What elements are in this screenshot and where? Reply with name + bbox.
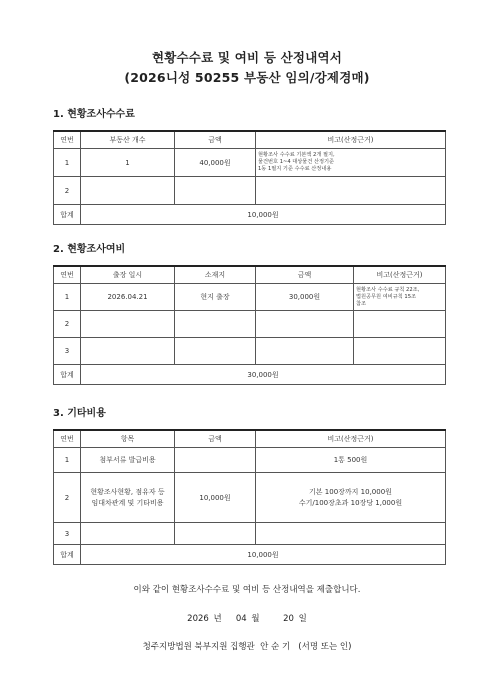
signature-line: 청주지방법원 북부지원 집행관 안 순 기 (서명 또는 인) (142, 642, 352, 652)
header-cell: 금액 (256, 266, 354, 284)
date-year: 2026 (187, 614, 209, 624)
note-cell: 현황조사 수수료 규칙 22조, 법원공무원 여비규칙 15조 참조 (354, 284, 446, 311)
section2-table (53, 265, 446, 385)
row-number: 1 (54, 448, 81, 473)
total-label: 합계 (54, 365, 81, 385)
total-value: 10,000원 (81, 205, 446, 225)
header-cell: 항목 (81, 430, 175, 448)
header-cell: 금액 (175, 131, 256, 149)
amount-cell (175, 523, 256, 545)
amount-cell (256, 338, 354, 365)
location-cell (175, 311, 256, 338)
header-cell: 소재지 (175, 266, 256, 284)
amount-cell (175, 177, 256, 205)
note-cell: 현황조사 수수료 기본액 2개 필지, 물건번호 1~4 대상물건 산정기준 1동 1필지 기준 수수료 산정내용 (256, 149, 446, 177)
section3-table (53, 429, 446, 565)
header-cell: 비고(산정근거) (256, 131, 446, 149)
section1-table (53, 130, 446, 225)
note-cell (354, 311, 446, 338)
location-cell: 현지 출장 (175, 284, 256, 311)
table-header-row (54, 266, 446, 284)
date-month-unit: 월 (251, 614, 260, 624)
total-row (54, 545, 446, 565)
header-cell: 출장 일시 (81, 266, 175, 284)
amount-cell: 30,000원 (256, 284, 354, 311)
row-number: 2 (54, 177, 81, 205)
header-cell: 비고(산정근거) (256, 430, 446, 448)
item-cell (81, 523, 175, 545)
amount-cell (175, 448, 256, 473)
table-header-row (54, 131, 446, 149)
total-value: 10,000원 (81, 545, 446, 565)
document-subtitle: (2026니성 50255 부동산 임의/강제경매) (124, 70, 370, 85)
table-row (54, 311, 446, 338)
row-number: 1 (54, 284, 81, 311)
table-row (54, 338, 446, 365)
trip-date: 2026.04.21 (81, 284, 175, 311)
row-number: 1 (54, 149, 81, 177)
location-cell (175, 338, 256, 365)
total-row (54, 365, 446, 385)
table-row (54, 448, 446, 473)
row-number: 3 (54, 338, 81, 365)
section3-heading: 3. 기타비용 (53, 408, 106, 419)
table-row (54, 523, 446, 545)
amount-cell (256, 311, 354, 338)
header-cell: 연번 (54, 131, 81, 149)
item-cell: 첨부서류 발급비용 (81, 448, 175, 473)
submission-statement: 이와 같이 현황조사수수료 및 여비 등 산정내역을 제출합니다. (133, 585, 361, 595)
header-cell: 비고(산정근거) (354, 266, 446, 284)
table-row (54, 473, 446, 523)
table-row (54, 177, 446, 205)
date-day: 20 (283, 614, 294, 624)
item-cell: 현황조사현황, 점유자 등 임대차관계 및 기타비용 (81, 473, 175, 523)
header-cell: 연번 (54, 430, 81, 448)
date-year-unit: 년 (213, 614, 222, 624)
property-count (81, 177, 175, 205)
total-value: 30,000원 (81, 365, 446, 385)
table-row (54, 284, 446, 311)
header-cell: 금액 (175, 430, 256, 448)
submission-date (0, 612, 494, 624)
date-day-unit: 일 (298, 614, 307, 624)
row-number: 2 (54, 473, 81, 523)
note-cell (256, 523, 446, 545)
row-number: 3 (54, 523, 81, 545)
total-row (54, 205, 446, 225)
header-cell: 부동산 개수 (81, 131, 175, 149)
table-row (54, 149, 446, 177)
section2-heading: 2. 현황조사여비 (53, 244, 126, 255)
header-cell: 연번 (54, 266, 81, 284)
total-label: 합계 (54, 205, 81, 225)
amount-cell: 40,000원 (175, 149, 256, 177)
note-cell (354, 338, 446, 365)
note-cell (256, 177, 446, 205)
section1-heading: 1. 현황조사수수료 (53, 109, 135, 120)
table-header-row (54, 430, 446, 448)
note-cell: 1통 500원 (256, 448, 446, 473)
total-label: 합계 (54, 545, 81, 565)
trip-date (81, 338, 175, 365)
row-number: 2 (54, 311, 81, 338)
date-month: 04 (235, 614, 247, 624)
document-title: 현황수수료 및 여비 등 산정내역서 (151, 50, 343, 65)
property-count: 1 (81, 149, 175, 177)
note-cell: 기본 100장까지 10,000원 수기/100장초과 10장당 1,000원 (256, 473, 446, 523)
amount-cell: 10,000원 (175, 473, 256, 523)
trip-date (81, 311, 175, 338)
